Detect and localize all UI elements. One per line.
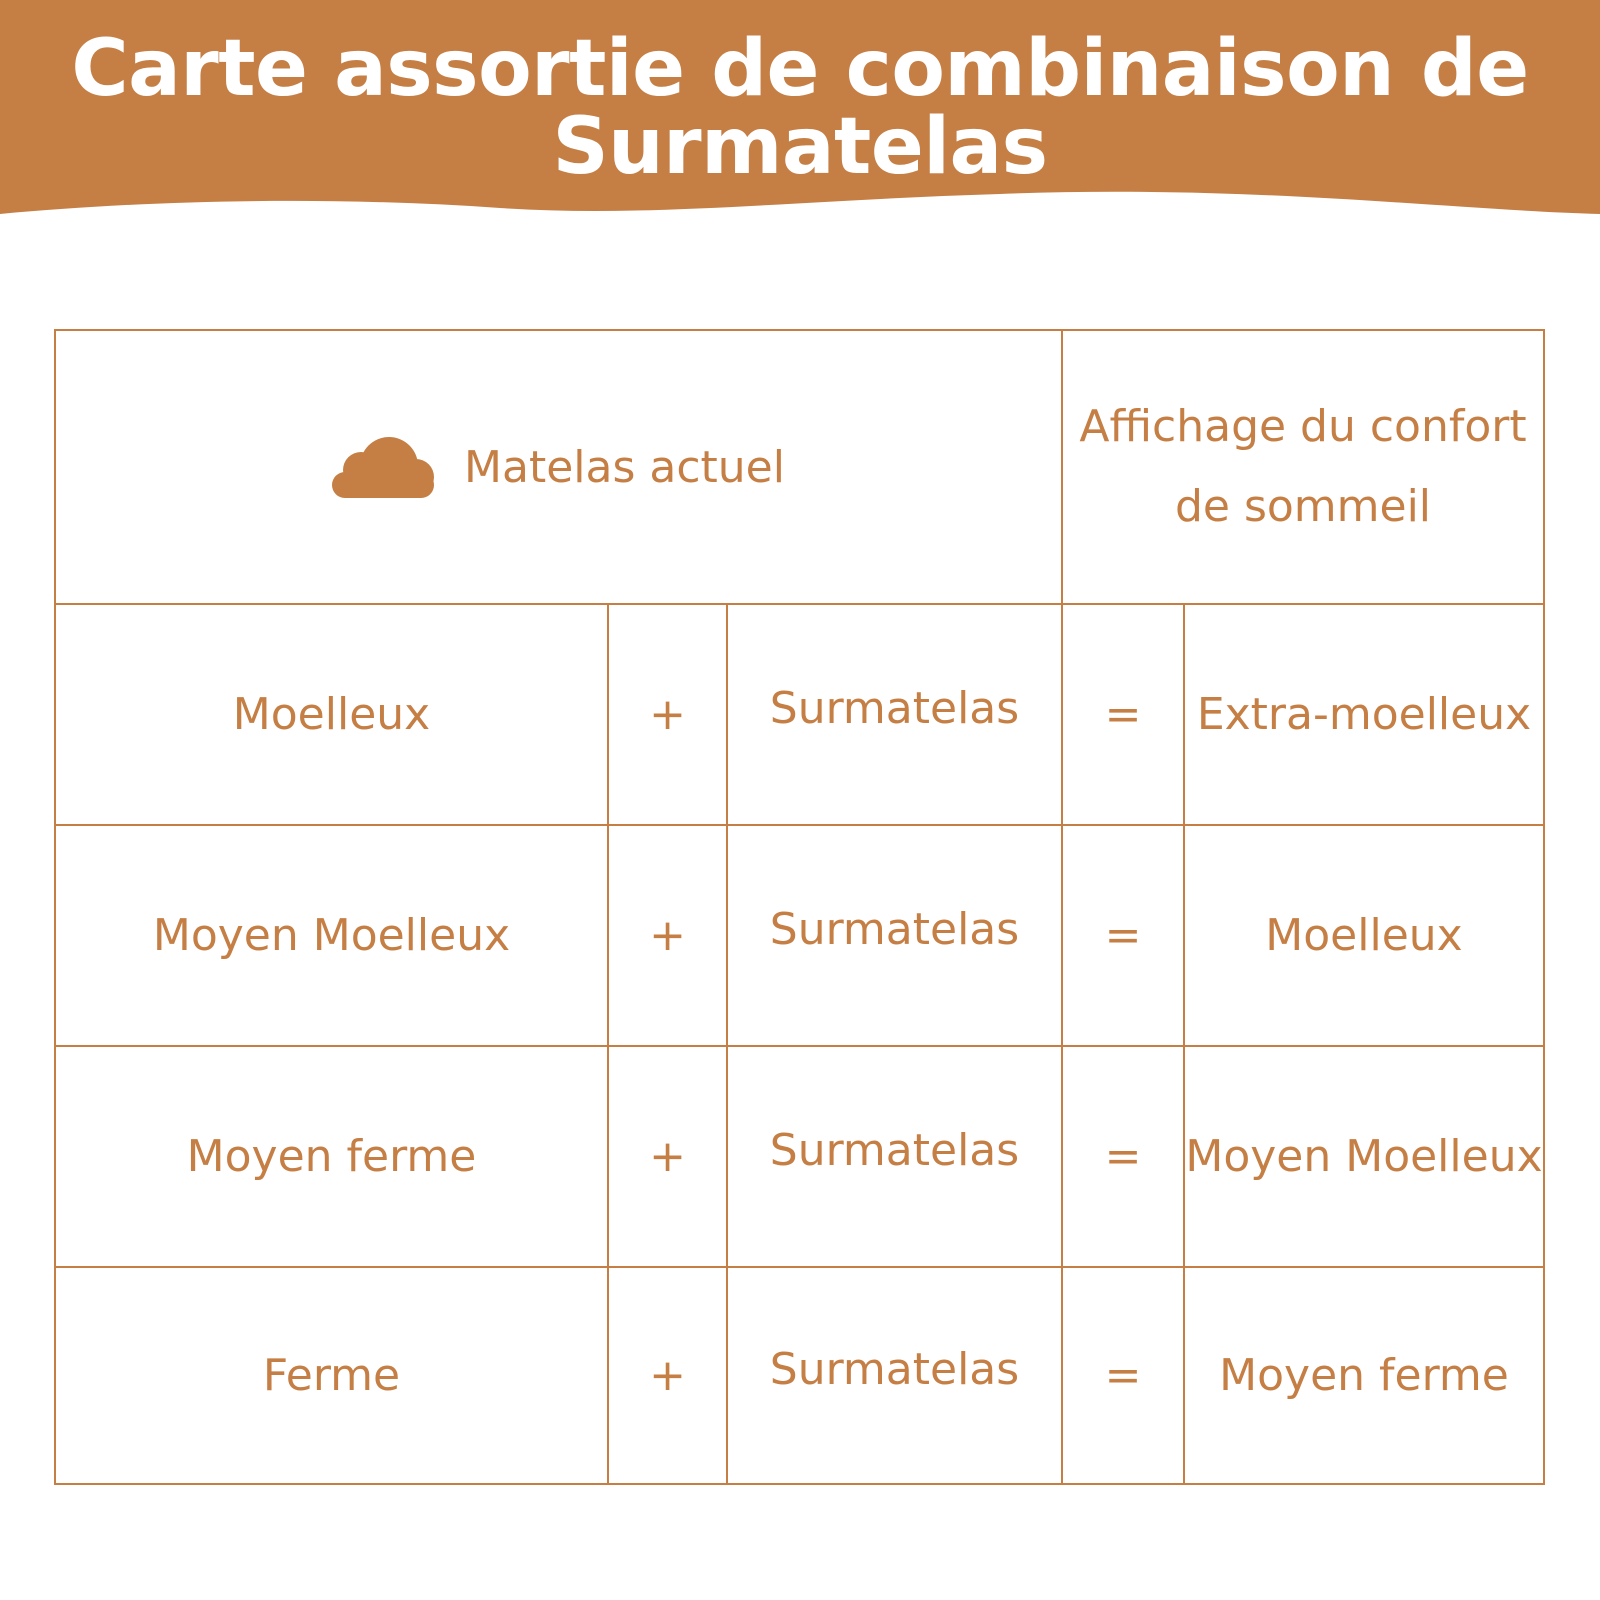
header-sleep-comfort-line-2: de sommeil — [1174, 481, 1432, 532]
mattress-cell: Moyen ferme — [186, 1131, 477, 1182]
plus-sign: + — [649, 910, 686, 961]
equals-sign: = — [1104, 1131, 1142, 1182]
plus-sign: + — [649, 1131, 686, 1182]
result-cell: Extra-moelleux — [1196, 689, 1532, 740]
topper-cell: Surmatelas — [769, 904, 1020, 955]
page-title — [0, 24, 1600, 192]
equals-sign: = — [1104, 1350, 1142, 1401]
plus-sign: + — [649, 1350, 686, 1401]
mattress-cell: Moelleux — [232, 689, 431, 740]
mattress-cell: Moyen Moelleux — [152, 910, 511, 961]
combination-table — [54, 329, 1545, 1485]
page-title-line-1: Carte assortie de combinaison de — [71, 24, 1529, 114]
result-cell: Moyen ferme — [1219, 1350, 1509, 1401]
page-title-line-2: Surmatelas — [552, 102, 1048, 192]
topper-cell: Surmatelas — [769, 683, 1020, 734]
result-cell: Moelleux — [1265, 910, 1463, 961]
equals-sign: = — [1104, 689, 1142, 740]
header-sleep-comfort — [1063, 331, 1543, 603]
equals-sign: = — [1104, 910, 1142, 961]
result-cell: Moyen Moelleux — [1185, 1131, 1543, 1182]
header-current-mattress — [56, 331, 1061, 603]
plus-sign: + — [649, 689, 686, 740]
cloud-icon — [332, 436, 436, 498]
topper-cell: Surmatelas — [769, 1125, 1020, 1176]
topper-cell: Surmatelas — [769, 1344, 1020, 1395]
title-banner — [0, 0, 1600, 230]
header-sleep-comfort-line-1: Affichage du confort — [1079, 401, 1527, 452]
mattress-cell: Ferme — [262, 1350, 401, 1401]
header-current-mattress-label: Matelas actuel — [464, 441, 785, 493]
